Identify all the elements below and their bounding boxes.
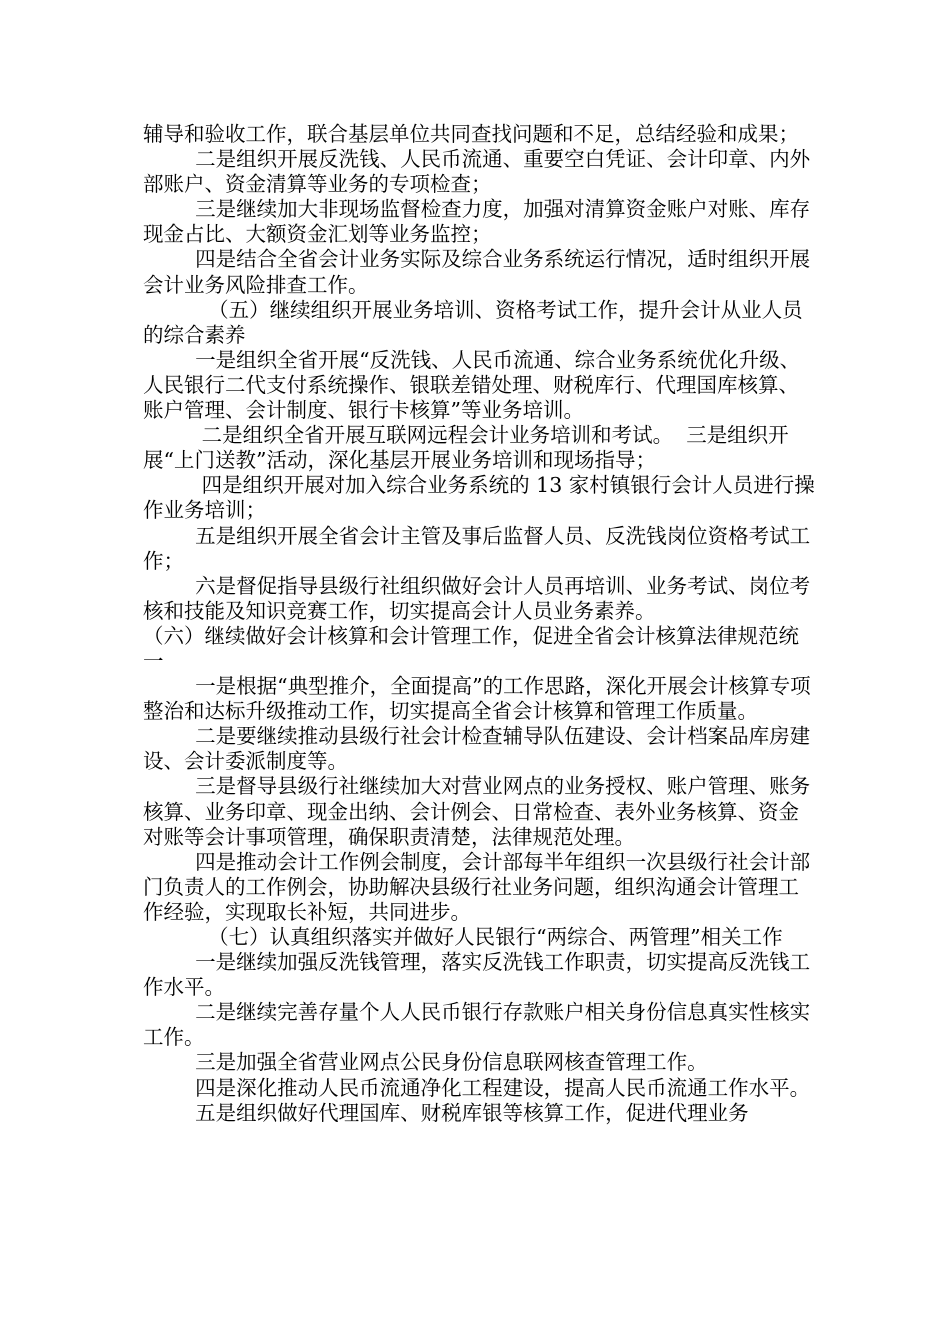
section-heading: （五）继续组织开展业务培训、资格考试工作，提升会计从业人员的综合素养	[143, 297, 803, 347]
paragraph: 一是根据“典型推介，全面提高”的工作思路，深化开展会计核算专项整治和达标升级推动工作，切实提高全省会计核算和管理工作质量。	[143, 674, 811, 724]
paragraph: 三是继续加大非现场监督检查力度，加强对清算资金账户对账、库存现金占比、大额资金汇划等业务监控；	[143, 197, 811, 247]
paragraph: 二是组织全省开展互联网远程会计业务培训和考试。 三是组织开展“上门送教”活动，深化基层开展业务培训和现场指导；	[143, 423, 789, 473]
paragraph: 四是推动会计工作例会制度，会计部每半年组织一次县级行社会计部门负责人的工作例会，协助解决县级行社业务问题，组织沟通会计管理工作经验，实现取长补短，共同进步。	[143, 849, 811, 924]
paragraph: 二是要继续推动县级行社会计检查辅导队伍建设、会计档案品库房建设、会计委派制度等。	[143, 724, 811, 774]
paragraph: 六是督促指导县级行社组织做好会计人员再培训、业务考试、岗位考核和技能及知识竞赛工作，切实提高会计人员业务素养。	[143, 573, 811, 623]
section-heading: （六）继续做好会计核算和会计管理工作，促进全省会计核算法律规范统一	[143, 623, 799, 673]
paragraph: 五是组织开展全省会计主管及事后监督人员、反洗钱岗位资格考试工作；	[143, 523, 811, 573]
section-heading: （七）认真组织落实并做好人民银行“两综合、两管理”相关工作	[143, 925, 783, 949]
paragraph: 三是督导县级行社继续加大对营业网点的业务授权、账户管理、账务核算、业务印章、现金出纳、会计例会、日常检查、表外业务核算、资金对账等会计事项管理，确保职责清楚，法律规范处理。	[143, 774, 811, 849]
paragraph: 三是加强全省营业网点公民身份信息联网核查管理工作。	[143, 1050, 708, 1075]
paragraph: 一是组织全省开展“反洗钱、人民币流通、综合业务系统优化升级、人民银行二代支付系统操作、银联差错处理、财税库行、代理国库核算、账户管理、会计制度、银行卡核算”等业务培训。	[143, 347, 801, 423]
paragraph: 四是深化推动人民币流通净化工程建设，提高人民币流通工作水平。	[143, 1075, 811, 1100]
paragraph: 辅导和验收工作，联合基层单位共同查找问题和不足，总结经验和成果；	[143, 122, 799, 146]
paragraph: 二是组织开展反洗钱、人民币流通、重要空白凭证、会计印章、内外部账户、资金清算等业务的专项检查；	[143, 147, 811, 197]
paragraph: 四是结合全省会计业务实际及综合业务系统运行情况，适时组织开展会计业务风险排查工作。	[143, 247, 811, 297]
paragraph: 五是组织做好代理国库、财税库银等核算工作，促进代理业务	[143, 1100, 749, 1125]
document-body	[143, 122, 815, 1126]
paragraph: 一是继续加强反洗钱管理，落实反洗钱工作职责，切实提高反洗钱工作水平。	[143, 950, 811, 1000]
paragraph: 四是组织开展对加入综合业务系统的 13 家村镇银行会计人员进行操作业务培训；	[143, 473, 815, 523]
paragraph: 二是继续完善存量个人人民币银行存款账户相关身份信息真实性核实工作。	[143, 1000, 811, 1050]
